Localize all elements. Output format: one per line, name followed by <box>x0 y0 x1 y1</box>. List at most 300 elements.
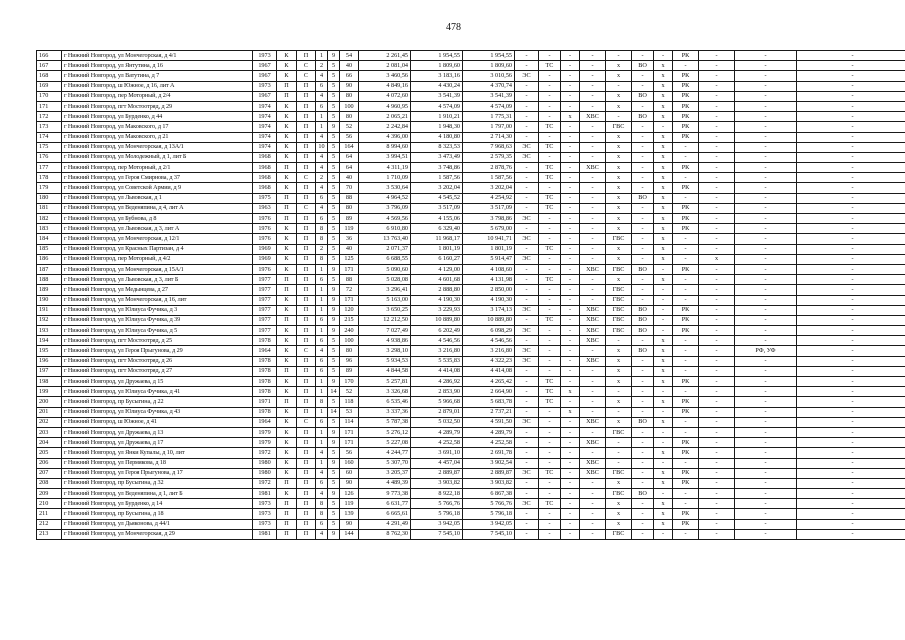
building-type-cell: П <box>297 152 316 162</box>
repair-flag-cell: - <box>515 224 539 234</box>
repair-flag-cell: - <box>539 132 561 142</box>
repair-flag-cell: - <box>797 529 905 539</box>
repair-flag-cell: - <box>515 519 539 529</box>
repair-flag-cell: - <box>735 101 797 111</box>
apartment-count-cell: 52 <box>340 122 359 132</box>
wall-material-cell: К <box>277 142 297 152</box>
apartment-count-cell: 126 <box>340 489 359 499</box>
repair-flag-cell: - <box>735 356 797 366</box>
row-number-cell: 185 <box>37 244 62 254</box>
table-row <box>37 254 905 264</box>
repair-flag-cell: ХВС <box>580 112 606 122</box>
repair-flag-cell: - <box>699 489 735 499</box>
construction-year-cell: 1978 <box>253 377 277 387</box>
address-cell: г Нижний Новгород, ул Мончегорская, д 13А/1 <box>62 142 253 152</box>
repair-flag-cell: - <box>735 468 797 478</box>
wall-material-cell: П <box>277 193 297 203</box>
construction-year-cell: 1978 <box>253 356 277 366</box>
address-cell: г Нижний Новгород, ул Юлиуса Фучика, д 39 <box>62 315 253 325</box>
repair-flag-cell: - <box>699 295 735 305</box>
repair-flag-cell: - <box>561 203 580 213</box>
repair-flag-cell: ЭС <box>515 71 539 81</box>
residential-area-cell: 1 948,30 <box>411 122 463 132</box>
repair-flag-cell: - <box>797 427 905 437</box>
repair-flag-cell: - <box>561 509 580 519</box>
building-type-cell: П <box>297 356 316 366</box>
repair-flag-cell: - <box>699 336 735 346</box>
row-number-cell: 170 <box>37 91 62 101</box>
repair-flag-cell: - <box>632 336 654 346</box>
wall-material-cell: К <box>277 295 297 305</box>
repair-flag-cell: ТС <box>539 499 561 509</box>
repair-flag-cell: - <box>561 336 580 346</box>
entrance-count-cell: 10 <box>316 142 328 152</box>
apartment-count-cell: 119 <box>340 499 359 509</box>
repair-flag-cell: х <box>606 509 632 519</box>
repair-flag-cell: РК <box>673 305 699 315</box>
repair-flag-cell: - <box>632 142 654 152</box>
wall-material-cell: П <box>277 81 297 91</box>
repair-flag-cell: - <box>561 326 580 336</box>
row-number-cell: 200 <box>37 397 62 407</box>
repair-flag-cell: - <box>797 244 905 254</box>
construction-year-cell: 1968 <box>253 152 277 162</box>
repair-flag-cell: - <box>561 448 580 458</box>
repair-flag-cell: ГВС <box>606 234 632 244</box>
repair-flag-cell: РК <box>673 264 699 274</box>
repair-flag-cell: - <box>632 478 654 488</box>
repair-flag-cell: - <box>699 346 735 356</box>
repair-flag-cell: ЭС <box>515 499 539 509</box>
entrance-count-cell: 1 <box>316 427 328 437</box>
repair-flag-cell: - <box>673 193 699 203</box>
private-area-cell: 3 202,04 <box>463 183 515 193</box>
repair-flag-cell: - <box>539 489 561 499</box>
repair-flag-cell: - <box>580 234 606 244</box>
row-number-cell: 179 <box>37 183 62 193</box>
repair-flag-cell: - <box>561 478 580 488</box>
apartment-count-cell: 72 <box>340 285 359 295</box>
repair-flag-cell: - <box>735 519 797 529</box>
apartment-count-cell: 90 <box>340 519 359 529</box>
wall-material-cell: П <box>277 478 297 488</box>
repair-flag-cell: - <box>606 336 632 346</box>
repair-flag-cell: - <box>515 51 539 61</box>
repair-flag-cell: ГВС <box>606 427 632 437</box>
wall-material-cell: П <box>277 397 297 407</box>
residential-area-cell: 4 457,04 <box>411 458 463 468</box>
wall-material-cell: К <box>277 458 297 468</box>
repair-flag-cell: - <box>515 285 539 295</box>
repair-flag-cell: - <box>632 51 654 61</box>
repair-flag-cell: - <box>561 91 580 101</box>
repair-flag-cell: - <box>561 81 580 91</box>
row-number-cell: 203 <box>37 427 62 437</box>
apartment-count-cell: 89 <box>340 366 359 376</box>
repair-flag-cell: - <box>515 183 539 193</box>
residential-area-cell: 6 202,49 <box>411 326 463 336</box>
repair-flag-cell: - <box>632 163 654 173</box>
total-area-cell: 2 065,21 <box>359 112 411 122</box>
entrance-count-cell: 8 <box>316 509 328 519</box>
residential-area-cell: 4 601,68 <box>411 275 463 285</box>
building-type-cell: П <box>297 468 316 478</box>
address-cell: г Нижний Новгород, ш Южное, д 41 <box>62 417 253 427</box>
construction-year-cell: 1974 <box>253 132 277 142</box>
residential-area-cell: 1 910,21 <box>411 112 463 122</box>
residential-area-cell: 2 888,80 <box>411 285 463 295</box>
repair-flag-cell: - <box>797 336 905 346</box>
repair-flag-cell: - <box>797 407 905 417</box>
repair-flag-cell: - <box>515 509 539 519</box>
repair-flag-cell: - <box>654 326 673 336</box>
row-number-cell: 182 <box>37 214 62 224</box>
repair-flag-cell: - <box>673 499 699 509</box>
repair-flag-cell: - <box>797 509 905 519</box>
repair-flag-cell: - <box>580 101 606 111</box>
repair-flag-cell: РК <box>673 112 699 122</box>
private-area-cell: 3 942,05 <box>463 519 515 529</box>
repair-flag-cell: - <box>632 234 654 244</box>
repair-flag-cell: РК <box>673 132 699 142</box>
repair-flag-cell: - <box>797 285 905 295</box>
repair-flag-cell: - <box>735 315 797 325</box>
total-area-cell: 3 796,09 <box>359 203 411 213</box>
repair-flag-cell: - <box>580 254 606 264</box>
table-row <box>37 448 905 458</box>
repair-flag-cell: - <box>699 397 735 407</box>
repair-flag-cell: х <box>654 193 673 203</box>
entrance-count-cell: 6 <box>316 315 328 325</box>
residential-area-cell: 1 587,56 <box>411 173 463 183</box>
floor-count-cell: 9 <box>328 315 340 325</box>
row-number-cell: 209 <box>37 489 62 499</box>
private-area-cell: 3 174,13 <box>463 305 515 315</box>
row-number-cell: 197 <box>37 366 62 376</box>
repair-flag-cell: ВО <box>632 489 654 499</box>
address-cell: г Нижний Новгород, ул Красных Партизан, д 4 <box>62 244 253 254</box>
repair-flag-cell: - <box>632 132 654 142</box>
total-area-cell: 5 028,08 <box>359 275 411 285</box>
floor-count-cell: 5 <box>328 468 340 478</box>
repair-flag-cell: х <box>606 417 632 427</box>
residential-area-cell: 4 155,06 <box>411 214 463 224</box>
wall-material-cell: К <box>277 387 297 397</box>
residential-area-cell: 2 889,87 <box>411 468 463 478</box>
repair-flag-cell: - <box>561 163 580 173</box>
repair-flag-cell: - <box>561 356 580 366</box>
building-type-cell: П <box>297 326 316 336</box>
repair-flag-cell: - <box>539 234 561 244</box>
repair-flag-cell: - <box>539 458 561 468</box>
private-area-cell: 10 941,71 <box>463 234 515 244</box>
entrance-count-cell: 8 <box>316 254 328 264</box>
repair-flag-cell: - <box>735 285 797 295</box>
building-type-cell: П <box>297 509 316 519</box>
apartment-count-cell: 171 <box>340 264 359 274</box>
construction-year-cell: 1980 <box>253 458 277 468</box>
construction-year-cell: 1967 <box>253 71 277 81</box>
repair-flag-cell: ХВС <box>580 438 606 448</box>
repair-flag-cell: - <box>580 244 606 254</box>
repair-flag-cell: - <box>735 214 797 224</box>
repair-flag-cell: - <box>632 285 654 295</box>
private-area-cell: 10 889,80 <box>463 315 515 325</box>
repair-flag-cell: - <box>539 101 561 111</box>
repair-flag-cell: - <box>515 112 539 122</box>
address-cell: г Нижний Новгород, ул Дружаева, д 15 <box>62 377 253 387</box>
row-number-cell: 169 <box>37 81 62 91</box>
repair-flag-cell: - <box>539 112 561 122</box>
address-cell: г Нижний Новгород, ул Маковского, д 17 <box>62 122 253 132</box>
floor-count-cell: 9 <box>328 295 340 305</box>
repair-flag-cell: РК <box>673 183 699 193</box>
repair-flag-cell: - <box>580 407 606 417</box>
repair-flag-cell: - <box>539 295 561 305</box>
address-cell: г Нижний Новгород, ул Медынцева, д 27 <box>62 285 253 295</box>
repair-flag-cell: х <box>561 407 580 417</box>
repair-flag-cell: - <box>632 81 654 91</box>
repair-flag-cell: - <box>632 407 654 417</box>
repair-flag-cell: - <box>797 366 905 376</box>
repair-flag-cell: РК <box>673 519 699 529</box>
building-type-cell: С <box>297 173 316 183</box>
building-type-cell: П <box>297 183 316 193</box>
repair-flag-cell: - <box>699 509 735 519</box>
repair-flag-cell: - <box>561 244 580 254</box>
repair-flag-cell: - <box>539 427 561 437</box>
repair-flag-cell: - <box>735 163 797 173</box>
repair-flag-cell: - <box>561 193 580 203</box>
repair-flag-cell: РК <box>673 101 699 111</box>
repair-flag-cell: - <box>539 81 561 91</box>
repair-flag-cell: РФ, УФ <box>735 346 797 356</box>
address-cell: г Нижний Новгород, ул Героя Прыгунова, д 29 <box>62 346 253 356</box>
repair-flag-cell: - <box>580 427 606 437</box>
total-area-cell: 4 396,00 <box>359 132 411 142</box>
floor-count-cell: 5 <box>328 254 340 264</box>
entrance-count-cell: 6 <box>316 356 328 366</box>
address-cell: г Нижний Новгород, ул Советской Армии, д 9 <box>62 183 253 193</box>
floor-count-cell: 9 <box>328 326 340 336</box>
residential-area-cell: 4 129,00 <box>411 264 463 274</box>
residential-area-cell: 5 032,50 <box>411 417 463 427</box>
private-area-cell: 2 714,30 <box>463 132 515 142</box>
repair-flag-cell: - <box>561 254 580 264</box>
repair-flag-cell: х <box>654 214 673 224</box>
address-cell: г Нижний Новгород, пер Моторный, д 2/4 <box>62 91 253 101</box>
apartment-count-cell: 144 <box>340 529 359 539</box>
repair-flag-cell: х <box>654 112 673 122</box>
repair-flag-cell: - <box>515 173 539 183</box>
total-area-cell: 6 910,80 <box>359 224 411 234</box>
floor-count-cell: 9 <box>328 489 340 499</box>
repair-flag-cell: х <box>654 499 673 509</box>
housing-register-table <box>36 50 905 540</box>
repair-flag-cell: - <box>539 51 561 61</box>
repair-flag-cell: х <box>654 173 673 183</box>
row-number-cell: 191 <box>37 305 62 315</box>
repair-flag-cell: - <box>539 264 561 274</box>
row-number-cell: 189 <box>37 285 62 295</box>
repair-flag-cell: - <box>580 377 606 387</box>
repair-flag-cell: - <box>632 71 654 81</box>
repair-flag-cell: - <box>515 101 539 111</box>
address-cell: г Нижний Новгород, ул Веденяпина, д 4, лит А <box>62 203 253 213</box>
construction-year-cell: 1979 <box>253 427 277 437</box>
repair-flag-cell: - <box>606 51 632 61</box>
repair-flag-cell: - <box>735 295 797 305</box>
repair-flag-cell: - <box>580 152 606 162</box>
private-area-cell: 1 775,31 <box>463 112 515 122</box>
wall-material-cell: К <box>277 336 297 346</box>
building-type-cell: П <box>297 519 316 529</box>
building-type-cell: П <box>297 122 316 132</box>
repair-flag-cell: - <box>632 377 654 387</box>
repair-flag-cell: х <box>654 254 673 264</box>
table-row <box>37 427 905 437</box>
floor-count-cell: 9 <box>328 305 340 315</box>
row-number-cell: 199 <box>37 387 62 397</box>
apartment-count-cell: 36 <box>340 234 359 244</box>
repair-flag-cell: - <box>735 254 797 264</box>
repair-flag-cell: - <box>797 91 905 101</box>
floor-count-cell: 5 <box>328 224 340 234</box>
table-row <box>37 122 905 132</box>
repair-flag-cell: - <box>580 529 606 539</box>
private-area-cell: 3 216,80 <box>463 346 515 356</box>
row-number-cell: 192 <box>37 315 62 325</box>
repair-flag-cell: ТС <box>539 193 561 203</box>
repair-flag-cell: - <box>797 305 905 315</box>
repair-flag-cell: РК <box>673 438 699 448</box>
total-area-cell: 4 311,19 <box>359 163 411 173</box>
row-number-cell: 195 <box>37 346 62 356</box>
repair-flag-cell: - <box>797 81 905 91</box>
row-number-cell: 207 <box>37 468 62 478</box>
total-area-cell: 4 569,56 <box>359 214 411 224</box>
wall-material-cell: К <box>277 305 297 315</box>
repair-flag-cell: - <box>797 163 905 173</box>
table-row <box>37 366 905 376</box>
table-row <box>37 101 905 111</box>
building-type-cell: П <box>297 285 316 295</box>
building-type-cell: П <box>297 427 316 437</box>
floor-count-cell: 5 <box>328 101 340 111</box>
residential-area-cell: 4 574,09 <box>411 101 463 111</box>
floor-count-cell: 5 <box>328 152 340 162</box>
entrance-count-cell: 1 <box>316 122 328 132</box>
total-area-cell: 4 291,49 <box>359 519 411 529</box>
private-area-cell: 2 579,35 <box>463 152 515 162</box>
repair-flag-cell: ЭС <box>515 214 539 224</box>
repair-flag-cell: - <box>580 132 606 142</box>
total-area-cell: 3 298,10 <box>359 346 411 356</box>
apartment-count-cell: 139 <box>340 509 359 519</box>
address-cell: г Нижний Новгород, ул Мончегорская, д 29 <box>62 529 253 539</box>
residential-area-cell: 3 748,86 <box>411 163 463 173</box>
wall-material-cell: П <box>277 509 297 519</box>
repair-flag-cell: - <box>539 285 561 295</box>
entrance-count-cell: 4 <box>316 163 328 173</box>
repair-flag-cell: - <box>580 346 606 356</box>
repair-flag-cell: ВО <box>632 417 654 427</box>
repair-flag-cell: х <box>561 387 580 397</box>
construction-year-cell: 1981 <box>253 489 277 499</box>
floor-count-cell: 5 <box>328 519 340 529</box>
wall-material-cell: К <box>277 101 297 111</box>
private-area-cell: 3 517,09 <box>463 203 515 213</box>
construction-year-cell: 1973 <box>253 51 277 61</box>
private-area-cell: 7 545,10 <box>463 529 515 539</box>
repair-flag-cell: х <box>606 91 632 101</box>
wall-material-cell: П <box>277 366 297 376</box>
table-row <box>37 305 905 315</box>
repair-flag-cell: - <box>673 295 699 305</box>
entrance-count-cell: 2 <box>316 244 328 254</box>
private-area-cell: 1 809,60 <box>463 61 515 71</box>
construction-year-cell: 1967 <box>253 61 277 71</box>
wall-material-cell: П <box>277 91 297 101</box>
repair-flag-cell: РК <box>673 214 699 224</box>
repair-flag-cell: - <box>561 458 580 468</box>
repair-flag-cell: - <box>561 264 580 274</box>
repair-flag-cell: ТС <box>539 142 561 152</box>
repair-flag-cell: - <box>632 448 654 458</box>
entrance-count-cell: 8 <box>316 224 328 234</box>
private-area-cell: 4 254,92 <box>463 193 515 203</box>
repair-flag-cell: РК <box>673 407 699 417</box>
wall-material-cell: П <box>277 285 297 295</box>
floor-count-cell: 5 <box>328 203 340 213</box>
repair-flag-cell: - <box>580 519 606 529</box>
repair-flag-cell: - <box>735 264 797 274</box>
residential-area-cell: 3 942,05 <box>411 519 463 529</box>
address-cell: г Нижний Новгород, ул Мончегорская, д 15А/1 <box>62 264 253 274</box>
repair-flag-cell: х <box>606 101 632 111</box>
repair-flag-cell: - <box>699 468 735 478</box>
floor-count-cell: 5 <box>328 61 340 71</box>
repair-flag-cell: - <box>539 407 561 417</box>
table-body <box>37 51 905 540</box>
repair-flag-cell: х <box>606 254 632 264</box>
repair-flag-cell: - <box>699 112 735 122</box>
repair-flag-cell: - <box>561 366 580 376</box>
total-area-cell: 3 296,41 <box>359 285 411 295</box>
private-area-cell: 4 414,08 <box>463 366 515 376</box>
construction-year-cell: 1971 <box>253 397 277 407</box>
private-area-cell: 5 914,47 <box>463 254 515 264</box>
repair-flag-cell: - <box>797 397 905 407</box>
repair-flag-cell: х <box>606 224 632 234</box>
row-number-cell: 211 <box>37 509 62 519</box>
address-cell: г Нижний Новгород, ул Юлиуса Фучика, д 5 <box>62 326 253 336</box>
entrance-count-cell: 4 <box>316 346 328 356</box>
repair-flag-cell: ТС <box>539 203 561 213</box>
repair-flag-cell: ГВС <box>606 326 632 336</box>
construction-year-cell: 1978 <box>253 387 277 397</box>
wall-material-cell: П <box>277 519 297 529</box>
repair-flag-cell: РК <box>673 478 699 488</box>
repair-flag-cell: - <box>735 275 797 285</box>
address-cell: г Нижний Новгород, ул Дьяконова, д 44/1 <box>62 519 253 529</box>
apartment-count-cell: 125 <box>340 254 359 264</box>
repair-flag-cell: - <box>580 499 606 509</box>
repair-flag-cell: РК <box>673 377 699 387</box>
repair-flag-cell: ТС <box>539 173 561 183</box>
address-cell: г Нижний Новгород, пер Моторный, д 4/2 <box>62 254 253 264</box>
repair-flag-cell: х <box>654 91 673 101</box>
